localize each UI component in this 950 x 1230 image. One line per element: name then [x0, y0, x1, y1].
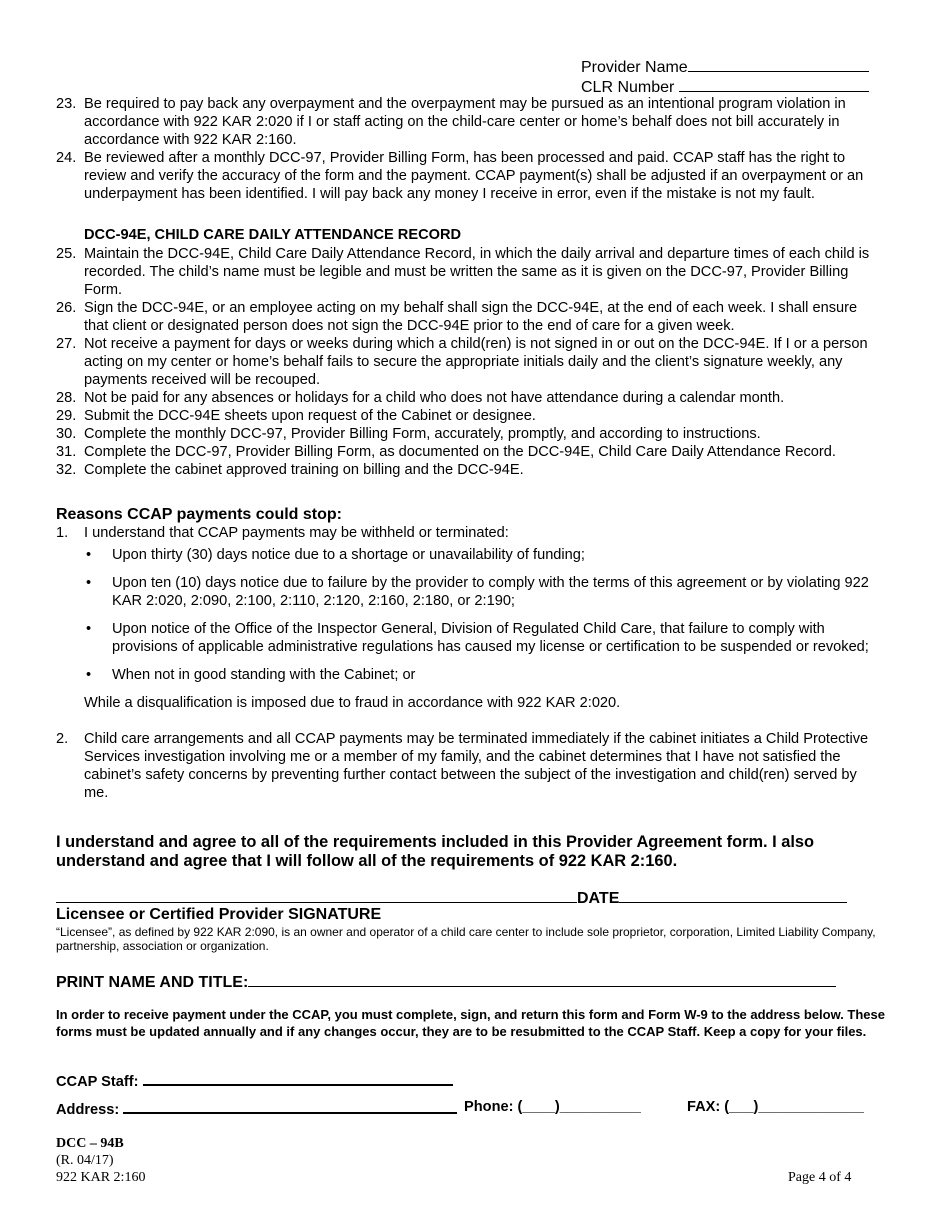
item-number: 26. [56, 300, 77, 316]
item-text: Child care arrangements and all CCAP payments may be terminated immediately if the cabinet initiates a Child Protective Services investigation involving me or a member of my family, and the cabinet determines that I have not satisfied the cabinet’s safety concerns by preventing further contact between the subject of the investigation and child(ren) served by me. [84, 731, 869, 801]
items-list-a [56, 95, 884, 203]
phone-field[interactable]: Phone: (____)__________ [464, 1099, 641, 1115]
item-text: Sign the DCC-94E, or an employee acting on my behalf shall sign the DCC-94E, at the end of each week. I shall ensure that client or designated person does not sign the DCC-94E prior to the end of care for a given week. [84, 300, 858, 334]
item-text: Be required to pay back any overpayment and the overpayment may be pursued as an intentional program violation in accordance with 922 KAR 2:020 if I or staff acting on the child-care center or home’s behalf does not bill accurately in accordance with 922 KAR 2:160. [84, 96, 846, 148]
list-item [56, 299, 884, 335]
item-text: Complete the DCC-97, Provider Billing Form, as documented on the DCC-94E, Child Care Daily Attendance Record. [84, 444, 836, 460]
disqualification-text: While a disqualification is imposed due to fraud in accordance with 922 KAR 2:020. [84, 695, 621, 711]
list-item [56, 335, 884, 389]
clr-number-label: CLR Number [581, 79, 675, 96]
reasons-list [56, 524, 884, 802]
reasons-bullets [56, 546, 884, 684]
item-text: Maintain the DCC-94E, Child Care Daily Attendance Record, in which the daily arrival and departure times of each child is recorded. The child’s name must be legible and must be written the same as it is given on the DCC-97, Provider Billing Form. [84, 246, 870, 298]
signature-line[interactable] [56, 887, 577, 903]
item-text: Be reviewed after a monthly DCC-97, Provider Billing Form, has been processed and paid. CCAP staff has the right to review and verify the accuracy of the form and the payment. CCAP payment(s) shall be adjusted if an overpayment or an underpayment has been identified. I will pay back any money I receive in error, even if the mistake is not my fault. [84, 150, 864, 202]
address-line[interactable] [123, 1098, 457, 1114]
list-item [56, 524, 884, 542]
licensee-note: “Licensee”, as defined by 922 KAR 2:090, is an owner and operator of a child care center to include sole proprietor, corporation, Limited Liability Company, partnership, association or organization. [56, 925, 876, 953]
bullet-text: When not in good standing with the Cabinet; or [112, 667, 416, 683]
list-item [56, 149, 884, 203]
item-text: Not receive a payment for days or weeks during which a child(ren) is not signed in or out on the DCC-94E. If I or a person acting on my center or home’s behalf fails to secure the appropriate initials daily and the client’s signature weekly, any payments received will be recouped. [84, 336, 868, 388]
bullet-item [56, 574, 884, 610]
list-item [56, 461, 884, 479]
bullet-item [56, 546, 884, 564]
ccap-staff-line[interactable] [143, 1070, 453, 1086]
fax-field[interactable]: FAX: (___)_____________ [687, 1099, 864, 1115]
item-number: 1. [56, 525, 69, 541]
item-number: 32. [56, 462, 77, 478]
list-item [56, 730, 884, 802]
bullet-text: Upon ten (10) days notice due to failure by the provider to comply with the terms of this agreement or by violating 922 KAR 2:020, 2:090, 2:100, 2:110, 2:120, 2:160, 2:180, or 2:190; [112, 575, 869, 609]
list-item [56, 245, 884, 299]
form-regulation: 922 KAR 2:160 [56, 1170, 146, 1185]
bullet-icon: • [86, 667, 92, 683]
provider-name-line[interactable] [688, 56, 869, 72]
print-name-row [56, 971, 836, 993]
bullet-text: Upon notice of the Office of the Inspector General, Division of Regulated Child Care, that failure to comply with provisions of applicable administrative regulations has caused my license or certification to be suspended or revoked; [112, 621, 869, 655]
page-number: Page 4 of 4 [788, 1170, 852, 1185]
clr-number-line[interactable] [679, 76, 869, 92]
print-name-line[interactable] [248, 971, 836, 987]
item-text: I understand that CCAP payments may be withheld or terminated: [84, 525, 509, 541]
bullet-item [56, 620, 884, 656]
item-number: 2. [56, 731, 69, 747]
signature-label: Licensee or Certified Provider SIGNATURE [56, 906, 382, 923]
bullet-item [56, 666, 884, 684]
item-number: 24. [56, 150, 77, 166]
list-item [56, 389, 884, 407]
form-revision: (R. 04/17) [56, 1153, 114, 1168]
item-number: 27. [56, 336, 77, 352]
address-label: Address: [56, 1102, 120, 1118]
item-text: Complete the cabinet approved training on billing and the DCC-94E. [84, 462, 524, 478]
date-line[interactable] [619, 887, 847, 903]
section-heading: DCC-94E, CHILD CARE DAILY ATTENDANCE RECORD [84, 227, 462, 243]
list-item [56, 443, 884, 461]
item-text: Not be paid for any absences or holidays for a child who does not have attendance during a calendar month. [84, 390, 785, 406]
date-label: DATE [577, 890, 620, 907]
item-number: 28. [56, 390, 77, 406]
list-item [56, 407, 884, 425]
form-id: DCC – 94B [56, 1136, 124, 1151]
bullet-icon: • [86, 547, 92, 563]
bullet-icon: • [86, 621, 92, 637]
item-number: 23. [56, 96, 77, 112]
bullet-text: Upon thirty (30) days notice due to a shortage or unavailability of funding; [112, 547, 585, 563]
item-number: 30. [56, 426, 77, 442]
item-number: 25. [56, 246, 77, 262]
provider-name-label: Provider Name [581, 59, 688, 76]
list-item [56, 425, 884, 443]
item-number: 29. [56, 408, 77, 424]
ccap-staff-row [56, 1070, 453, 1091]
reasons-heading: Reasons CCAP payments could stop: [56, 506, 342, 523]
bullet-icon: • [86, 575, 92, 591]
print-name-label: PRINT NAME AND TITLE: [56, 974, 249, 991]
item-number: 31. [56, 444, 77, 460]
item-text: Submit the DCC-94E sheets upon request of the Cabinet or designee. [84, 408, 536, 424]
agreement-statement: I understand and agree to all of the requirements included in this Provider Agreement form. I also understand and agree that I will follow all of the requirements of 922 KAR 2:160. [56, 833, 815, 870]
instructions-text: In order to receive payment under the CCAP, you must complete, sign, and return this form and Form W-9 to the address below. These forms must be updated annually and if any changes occur, they are to be resubmitted to the CCAP Staff. Keep a copy for your files. [56, 1007, 885, 1039]
address-row [56, 1098, 457, 1119]
item-text: Complete the monthly DCC-97, Provider Billing Form, accurately, promptly, and according to instructions. [84, 426, 761, 442]
items-list-b [56, 245, 884, 479]
ccap-staff-label: CCAP Staff: [56, 1074, 139, 1090]
list-item [56, 95, 884, 149]
provider-name-field[interactable] [581, 56, 869, 78]
